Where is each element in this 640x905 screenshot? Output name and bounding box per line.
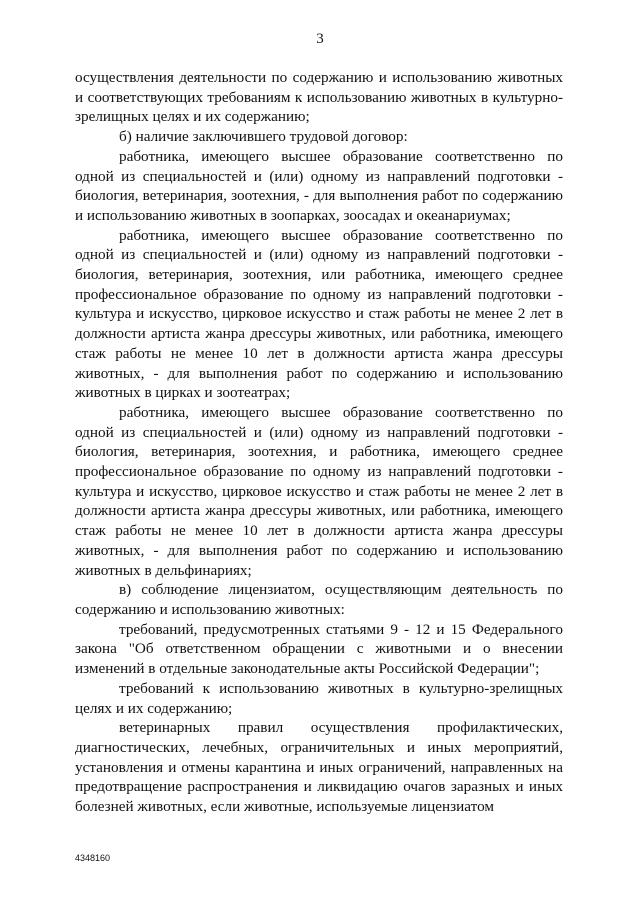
- paragraph-veterinary-rules: ветеринарных правил осуществления профилактических, диагностических, лечебных, ограничительных и иных мероприятий, установления и отмены карантина и иных ограничений, направленных на предотвращение распространения и ликвидацию очагов заразных и иных болезней животных, если животные, используемые лицензиатом: [75, 719, 563, 816]
- paragraph-continuation: осуществления деятельности по содержанию и использованию животных и соответствующих требованиям к использованию животных в культурно-зрелищных целях и их содержанию;: [75, 69, 563, 126]
- paragraph-circus-worker: работника, имеющего высшее образование соответственно по одной из специальностей и (или) одному из направлений подготовки - биология, ветеринария, зоотехния, или работника, имеющего среднее профессиональное образование по одному из направлений подготовки - культура и искусство, цирковое искусство и стаж работы не менее 2 лет в должности артиста жанра дрессуры животных, или работника, имеющего стаж работы не менее 10 лет в должности артиста жанра дрессуры животных, - для выполнения работ по содержанию и использованию животных в цирках и зоотеатрах;: [75, 226, 563, 402]
- document-code: 4348160: [75, 853, 111, 863]
- page-number: 3: [316, 31, 324, 47]
- paragraph-item-b: б) наличие заключившего трудовой договор:: [119, 128, 408, 146]
- paragraph-federal-law-requirements: требований, предусмотренных статьями 9 - 12 и 15 Федерального закона "Об ответственном обращении с животными и о внесении изменений в отдельные законодательные акты Российской Федерации";: [75, 620, 563, 678]
- paragraph-zoo-worker: работника, имеющего высшее образование соответственно по одной из специальностей и (или) одному из направлений подготовки - биология, ветеринария, зоотехния, - для выполнения работ по содержанию и использованию животных в зоопарках, зоосадах и океанариумах;: [75, 147, 563, 224]
- paragraph-entertainment-requirements: требований к использованию животных в культурно-зрелищных целях и их содержанию;: [75, 679, 563, 717]
- paragraph-item-v: в) соблюдение лицензиатом, осуществляющим деятельность по содержанию и использованию животных:: [75, 581, 563, 618]
- document-body: [75, 68, 563, 817]
- paragraph-dolphinarium-worker: работника, имеющего высшее образование соответственно по одной из специальностей и (или) одному из направлений подготовки - биология, ветеринария, зоотехния, и работника, имеющего среднее профессиональное образование по одному из направлений подготовки - культура и искусство, цирковое искусство и стаж работы не менее 2 лет в должности артиста жанра дрессуры животных, или работника, имеющего стаж работы не менее 10 лет в должности артиста жанра дрессуры животных, - для выполнения работ по содержанию и использованию животных в дельфинариях;: [75, 403, 563, 579]
